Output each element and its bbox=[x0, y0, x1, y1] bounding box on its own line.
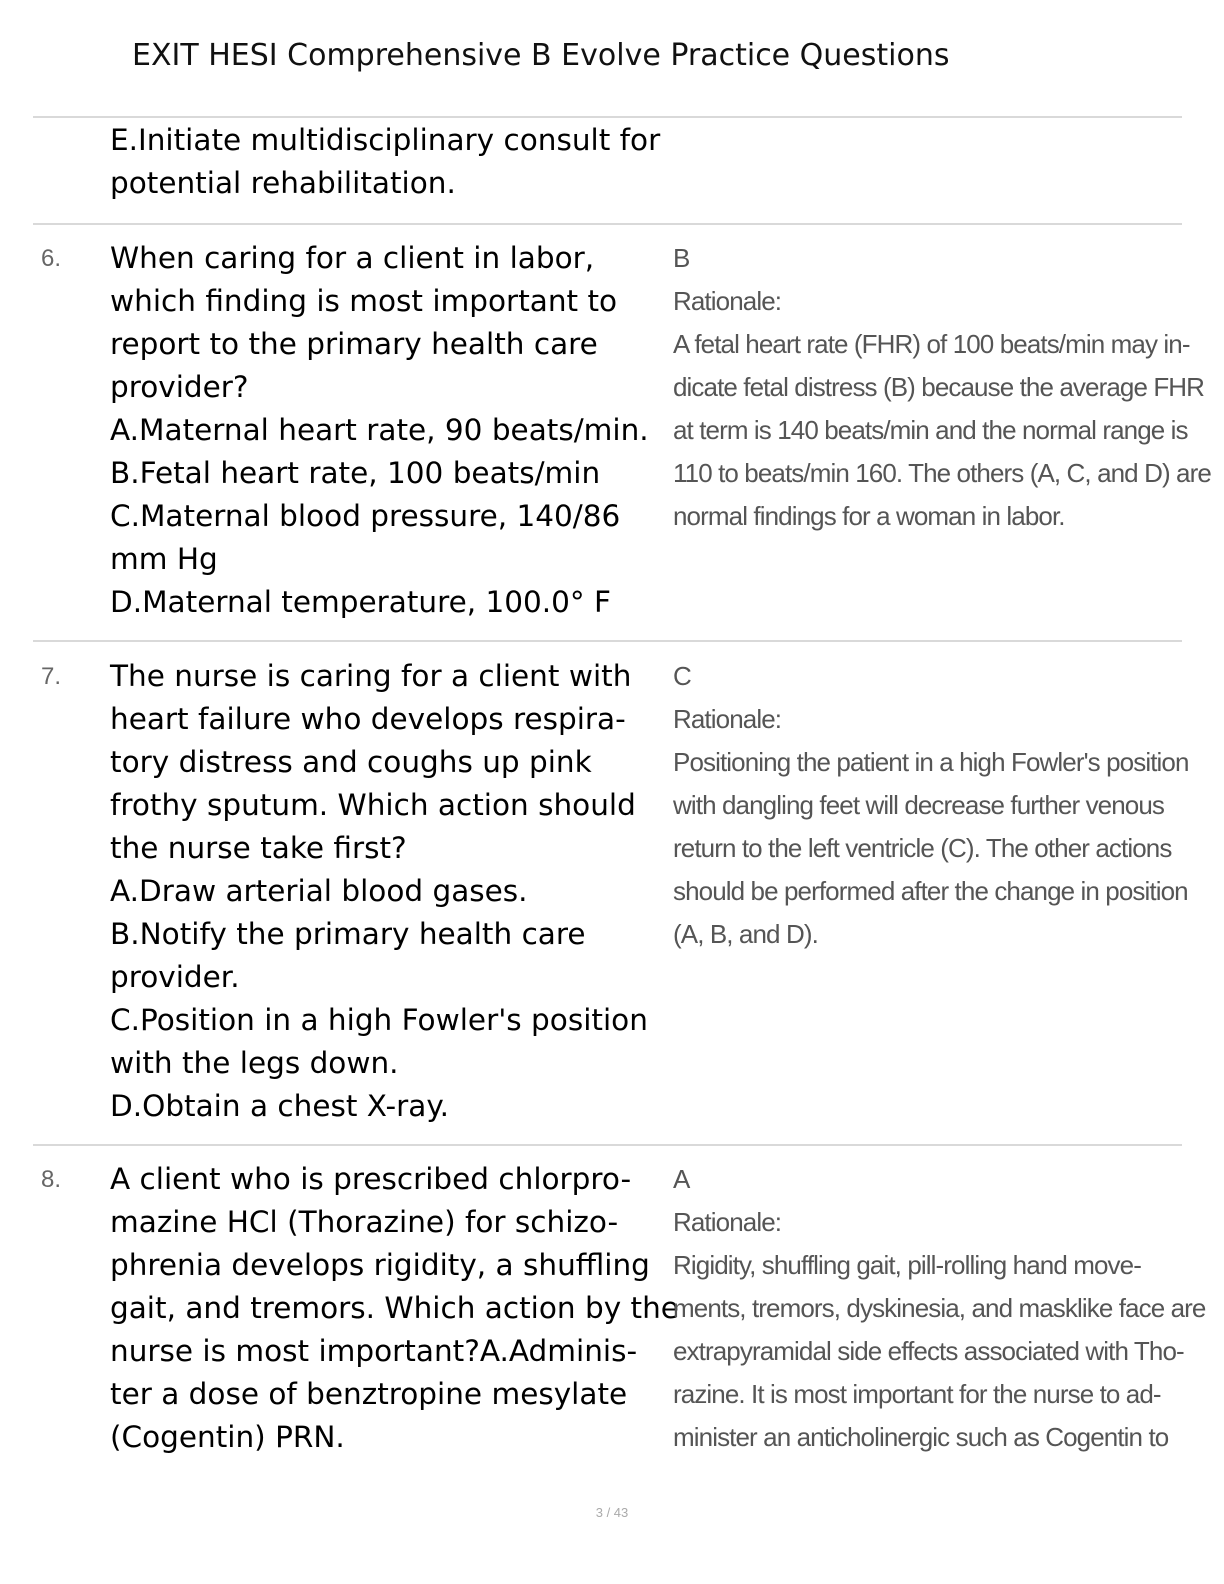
question-text bbox=[110, 1158, 679, 1459]
rationale-line: A fetal heart rate (FHR) of 100 beats/min may in- bbox=[673, 329, 1190, 359]
question-number: 7. bbox=[41, 663, 62, 690]
rationale-line: ments, tremors, dyskinesia, and masklike face are bbox=[673, 1293, 1206, 1323]
question-text bbox=[110, 655, 670, 1128]
question-line: A client who is prescribed chlorpro- bbox=[110, 1162, 632, 1196]
rationale-line: extrapyramidal side effects associated with Tho- bbox=[673, 1336, 1184, 1366]
rationale-line: Positioning the patient in a high Fowler's position bbox=[673, 747, 1189, 777]
option-line: (Cogentin) PRN. bbox=[110, 1420, 345, 1454]
question-line: potential rehabilitation. bbox=[110, 166, 456, 200]
question-number: 8. bbox=[41, 1166, 62, 1193]
question-line: The nurse is caring for a client with bbox=[110, 659, 632, 693]
rationale-line: minister an anticholinergic such as Cogentin to bbox=[673, 1422, 1169, 1452]
question-text bbox=[110, 237, 670, 624]
option-line: A.Draw arterial blood gases. bbox=[110, 874, 528, 908]
answer-letter: B bbox=[673, 243, 690, 273]
answer-column bbox=[673, 237, 1211, 538]
option-line: B.Notify the primary health care bbox=[110, 917, 586, 951]
question-line: When caring for a client in labor, bbox=[110, 241, 595, 275]
row-divider bbox=[33, 1144, 1182, 1146]
answer-column bbox=[673, 655, 1189, 956]
question-line: the nurse take first? bbox=[110, 831, 407, 865]
question-line: nurse is most important?A.Adminis- bbox=[110, 1334, 638, 1368]
question-line: heart failure who develops respira- bbox=[110, 702, 626, 736]
answer-letter: C bbox=[673, 661, 691, 691]
question-line: phrenia develops rigidity, a shuffling bbox=[110, 1248, 650, 1282]
option-line: ter a dose of benztropine mesylate bbox=[110, 1377, 628, 1411]
option-line: D.Maternal temperature, 100.0° F bbox=[110, 585, 612, 619]
question-line: which finding is most important to bbox=[110, 284, 618, 318]
answer-column bbox=[673, 1158, 1206, 1459]
rationale-line: should be performed after the change in position bbox=[673, 876, 1188, 906]
rationale-line: return to the left ventricle (C). The other actions bbox=[673, 833, 1172, 863]
option-line: D.Obtain a chest X-ray. bbox=[110, 1089, 450, 1123]
option-line: with the legs down. bbox=[110, 1046, 399, 1080]
question-line: mazine HCl (Thorazine) for schizo- bbox=[110, 1205, 619, 1239]
rationale-label: Rationale: bbox=[673, 1207, 782, 1237]
question-line: E.Initiate multidisciplinary consult for bbox=[110, 123, 661, 157]
rationale-label: Rationale: bbox=[673, 286, 782, 316]
rationale-line: (A, B, and D). bbox=[673, 919, 818, 949]
row-divider bbox=[33, 116, 1182, 118]
question-line: gait, and tremors. Which action by the bbox=[110, 1291, 679, 1325]
rationale-line: normal findings for a woman in labor. bbox=[673, 501, 1065, 531]
rationale-line: Rigidity, shuffling gait, pill-rolling hand move- bbox=[673, 1250, 1141, 1280]
option-line: mm Hg bbox=[110, 542, 218, 576]
rationale-line: dicate fetal distress (B) because the average FHR bbox=[673, 372, 1205, 402]
option-line: A.Maternal heart rate, 90 beats/min. bbox=[110, 413, 649, 447]
page-indicator: 3 / 43 bbox=[595, 1505, 629, 1520]
page-title: EXIT HESI Comprehensive B Evolve Practice Questions bbox=[132, 38, 950, 73]
carryover-question-text bbox=[110, 119, 670, 205]
question-number: 6. bbox=[41, 245, 62, 272]
rationale-line: with dangling feet will decrease further venous bbox=[673, 790, 1165, 820]
option-line: C.Maternal blood pressure, 140/86 bbox=[110, 499, 621, 533]
row-divider bbox=[33, 640, 1182, 642]
question-line: frothy sputum. Which action should bbox=[110, 788, 636, 822]
question-line: tory distress and coughs up pink bbox=[110, 745, 592, 779]
rationale-line: at term is 140 beats/min and the normal range is bbox=[673, 415, 1188, 445]
option-line: B.Fetal heart rate, 100 beats/min bbox=[110, 456, 601, 490]
question-line: provider? bbox=[110, 370, 249, 404]
rationale-line: 110 to beats/min 160. The others (A, C, and D) are bbox=[673, 458, 1211, 488]
rationale-label: Rationale: bbox=[673, 704, 782, 734]
row-divider bbox=[33, 223, 1182, 225]
option-line: provider. bbox=[110, 960, 240, 994]
rationale-line: razine. It is most important for the nurse to ad- bbox=[673, 1379, 1161, 1409]
question-line: report to the primary health care bbox=[110, 327, 598, 361]
option-line: C.Position in a high Fowler's position bbox=[110, 1003, 648, 1037]
answer-letter: A bbox=[673, 1164, 690, 1194]
